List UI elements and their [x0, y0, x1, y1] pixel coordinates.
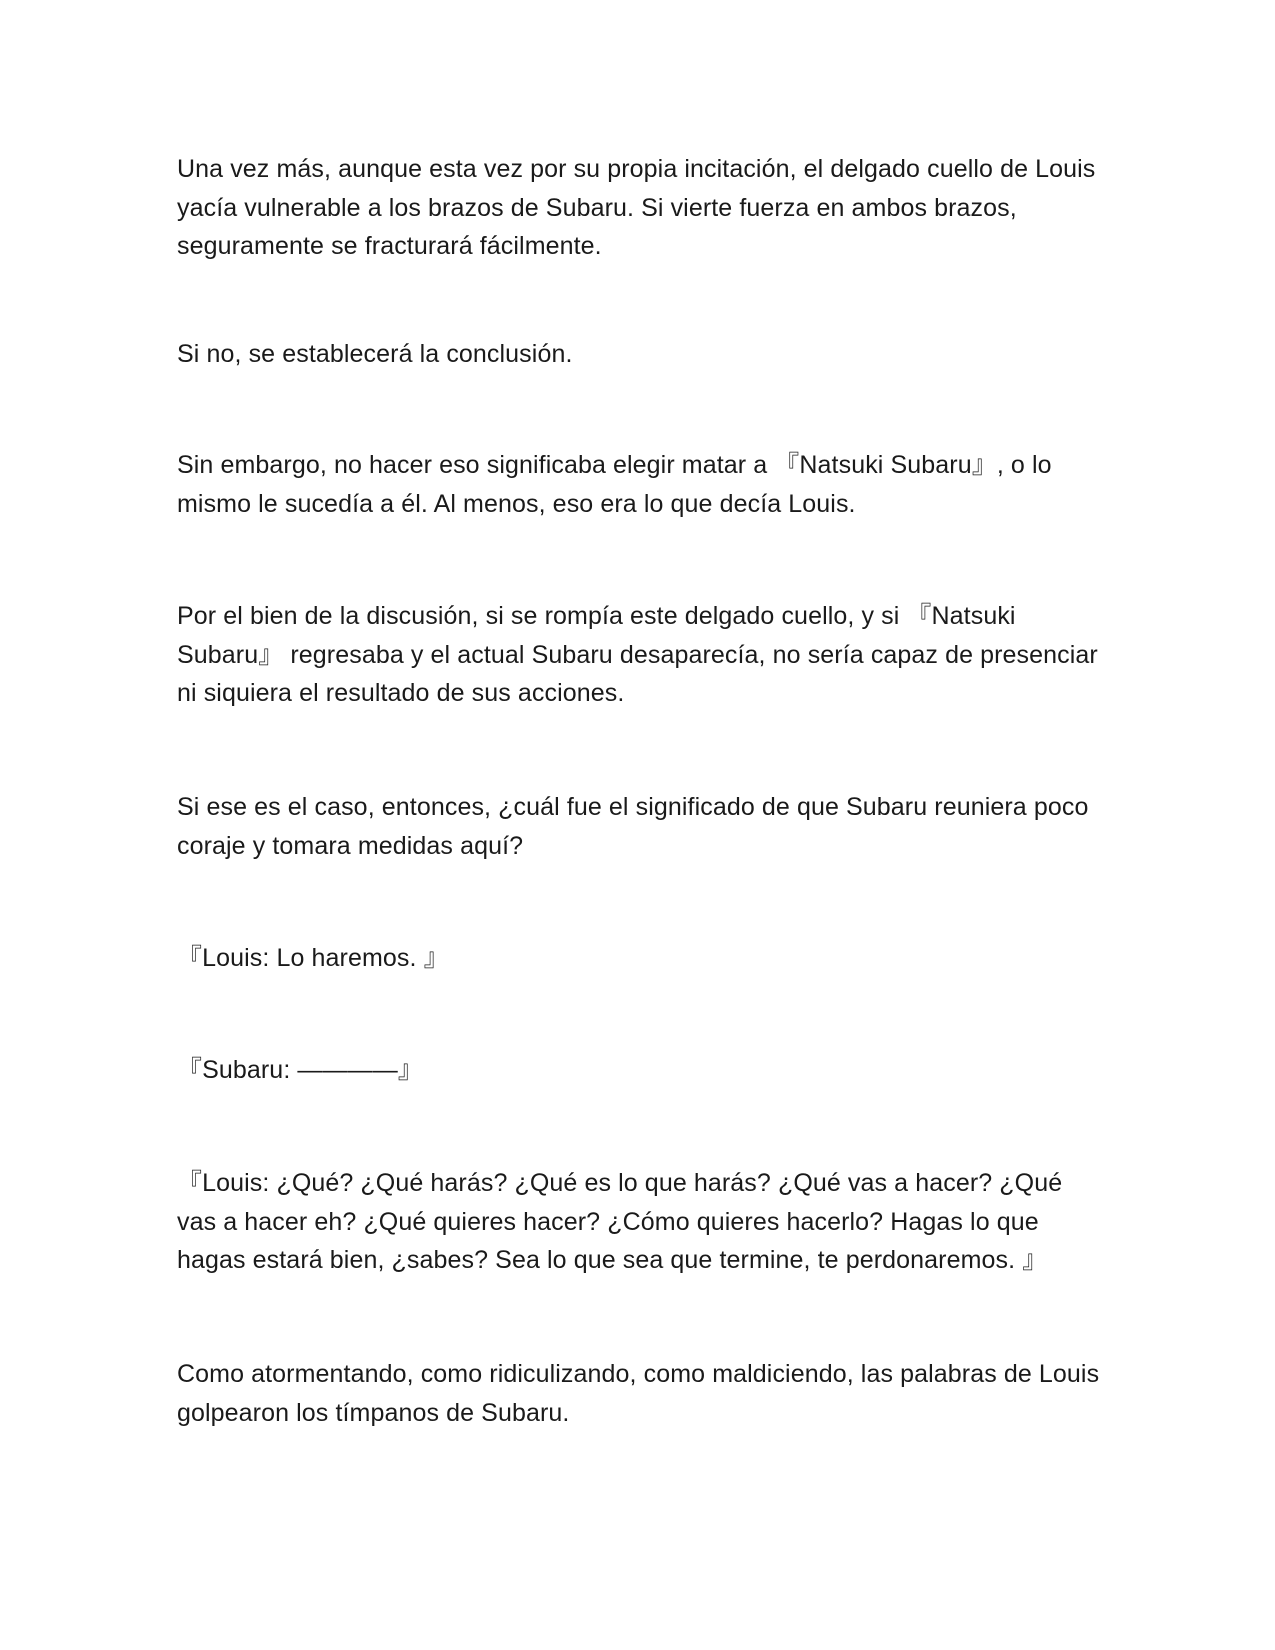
paragraph-1: Una vez más, aunque esta vez por su propia incitación, el delgado cuello de Louis yacía vulnerable a los brazos de Subaru. Si vierte fuerza en ambos brazos, seguramente se fracturará fácilmente.: [177, 155, 1096, 260]
paragraph-4: Por el bien de la discusión, si se rompía este delgado cuello, y si 『Natsuki Subaru』 regresaba y el actual Subaru desaparecía, no sería capaz de presenciar ni siquiera el resultado de sus acciones.: [177, 602, 1098, 707]
paragraph-closing: Como atormentando, como ridiculizando, como maldiciendo, las palabras de Louis golpearon los tímpanos de Subaru.: [177, 1360, 1100, 1427]
dialogue-louis-2: 『Louis: ¿Qué? ¿Qué harás? ¿Qué es lo que harás? ¿Qué vas a hacer? ¿Qué vas a hacer eh? ¿Qué quieres hacer? ¿Cómo quieres hacerlo? Hagas lo que hagas estará bien, ¿sabes? Sea lo que sea que termine, te perdonaremos. 』: [177, 1169, 1063, 1274]
paragraph-5: Si ese es el caso, entonces, ¿cuál fue el significado de que Subaru reuniera poco coraje y tomara medidas aquí?: [177, 793, 1089, 860]
paragraph-2: Si no, se establecerá la conclusión.: [177, 340, 573, 368]
paragraph-3: Sin embargo, no hacer eso significaba elegir matar a 『Natsuki Subaru』, o lo mismo le sucedía a él. Al menos, eso era lo que decía Louis.: [177, 451, 1052, 518]
dialogue-subaru-1: 『Subaru: ————』: [177, 1056, 423, 1084]
dialogue-louis-1: 『Louis: Lo haremos. 』: [177, 944, 449, 972]
